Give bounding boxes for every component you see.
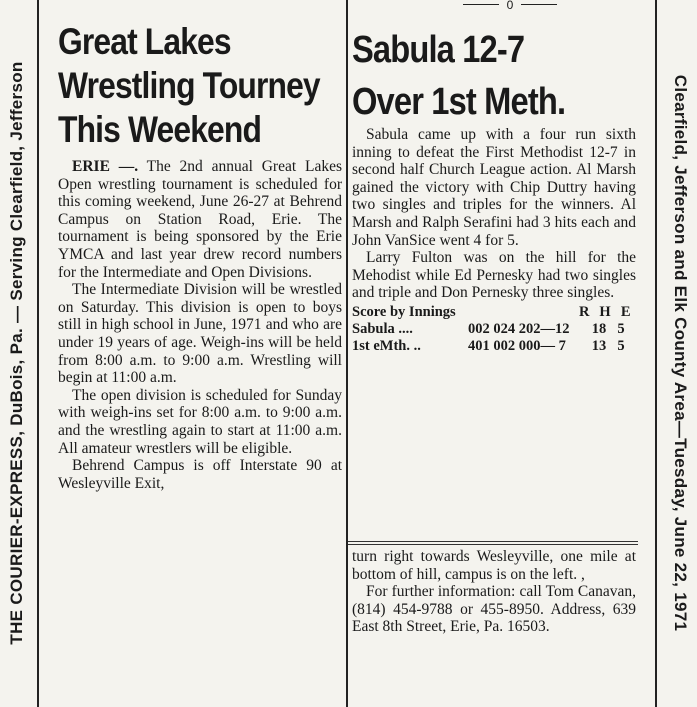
left-side-banner xyxy=(0,0,34,707)
team-name: 1st eMth. .. xyxy=(352,337,421,354)
article-paragraph: Larry Fulton was on the hill for the Mehodist while Ed Pernesky had two singles and triple and Don Pernesky three singles. xyxy=(352,249,636,302)
wrestling-body xyxy=(58,158,342,492)
headline-line: Over 1st Meth. xyxy=(352,81,566,123)
box-score-row xyxy=(352,338,636,355)
wrestling-continued xyxy=(352,548,636,636)
article-paragraph: Behrend Campus is off Interstate 90 at Wesleyville Exit, xyxy=(58,457,342,492)
inning-line: 002 024 202—12 xyxy=(468,320,570,337)
article-paragraph: The open division is scheduled for Sunday with weigh-ins set for 8:00 a.m. to 9:00 a.m. and the wrestling again to start at 11:00 a.m. All amateur wrestlers will be eligible. xyxy=(58,386,342,457)
errors-value: 5 xyxy=(617,320,625,337)
article-paragraph: For further information: call Tom Canavan, (814) 454-9788 or 455-8950. Address, 639 East 8th Street, Erie, Pa. 16503. xyxy=(352,583,636,636)
article-paragraph: The Intermediate Division will be wrestled on Saturday. This division is open to boys still in high school in June, 1971 and who are under 19 years of age. Weigh-ins will be held from 8:00 a.m. to 9:00 a.m. Wrestling will begin at 11:00 a.m. xyxy=(58,281,342,387)
errors-header: E xyxy=(620,303,631,320)
hits-value: 13 xyxy=(591,337,607,354)
article-paragraph: turn right towards Wesleyville, one mile at bottom of hill, campus is on the left. , xyxy=(352,548,636,583)
errors-value: 5 xyxy=(617,337,625,354)
section-divider xyxy=(348,544,638,545)
headline-line: This Weekend xyxy=(58,109,262,150)
baseball-headline xyxy=(352,24,644,128)
right-column-rule xyxy=(655,0,657,707)
left-column-rule xyxy=(37,0,39,707)
right-side-banner xyxy=(663,0,697,707)
box-score-title: Score by Innings xyxy=(352,303,456,320)
wrestling-continued-body xyxy=(352,548,636,636)
runs-header: R xyxy=(579,303,590,320)
baseball-body xyxy=(352,126,636,302)
team-name: Sabula .... xyxy=(352,320,413,337)
wrestling-article xyxy=(58,20,342,492)
wrestling-headline xyxy=(58,20,350,152)
box-score xyxy=(352,304,636,355)
left-side-banner-text: THE COURIER-EXPRESS, DuBois, Pa. — Serving Clearfield, Jefferson xyxy=(7,61,26,645)
paragraph-text: The 2nd annual Great Lakes Open wrestling tournament is scheduled for this coming weekend, June 26-27 at Behrend Campus on Station Road, Erie. The tournament is being sponsored by the Erie YMCA and last year drew record numbers for the Intermediate and Open Divisions. xyxy=(58,158,342,281)
baseball-article xyxy=(352,20,636,355)
right-side-banner-text: Clearfield, Jefferson and Elk County Area—Tuesday, June 22, 1971 xyxy=(671,74,690,632)
headline-line: Great Lakes xyxy=(58,21,231,62)
article-paragraph: Sabula came up with a four run sixth inning to defeat the First Methodist 12-7 in second half Church League action. Al Marsh gained the victory with Chip Duttry having two singles and triples for the winners. Al Marsh and Ralph Serafini had 3 hits each and John VanSice went 4 for 5. xyxy=(352,126,636,249)
headline-line: Sabula 12-7 xyxy=(352,29,525,71)
dateline: ERIE —. xyxy=(72,158,139,175)
article-paragraph xyxy=(58,158,342,281)
box-score-row xyxy=(352,321,636,338)
box-score-header xyxy=(352,304,636,321)
inning-line: 401 002 000— 7 xyxy=(468,337,566,354)
hits-header: H xyxy=(599,303,611,320)
section-divider xyxy=(348,541,638,542)
hits-value: 18 xyxy=(591,320,607,337)
headline-line: Wrestling Tourney xyxy=(58,65,320,106)
top-marker: 0 xyxy=(455,0,565,10)
